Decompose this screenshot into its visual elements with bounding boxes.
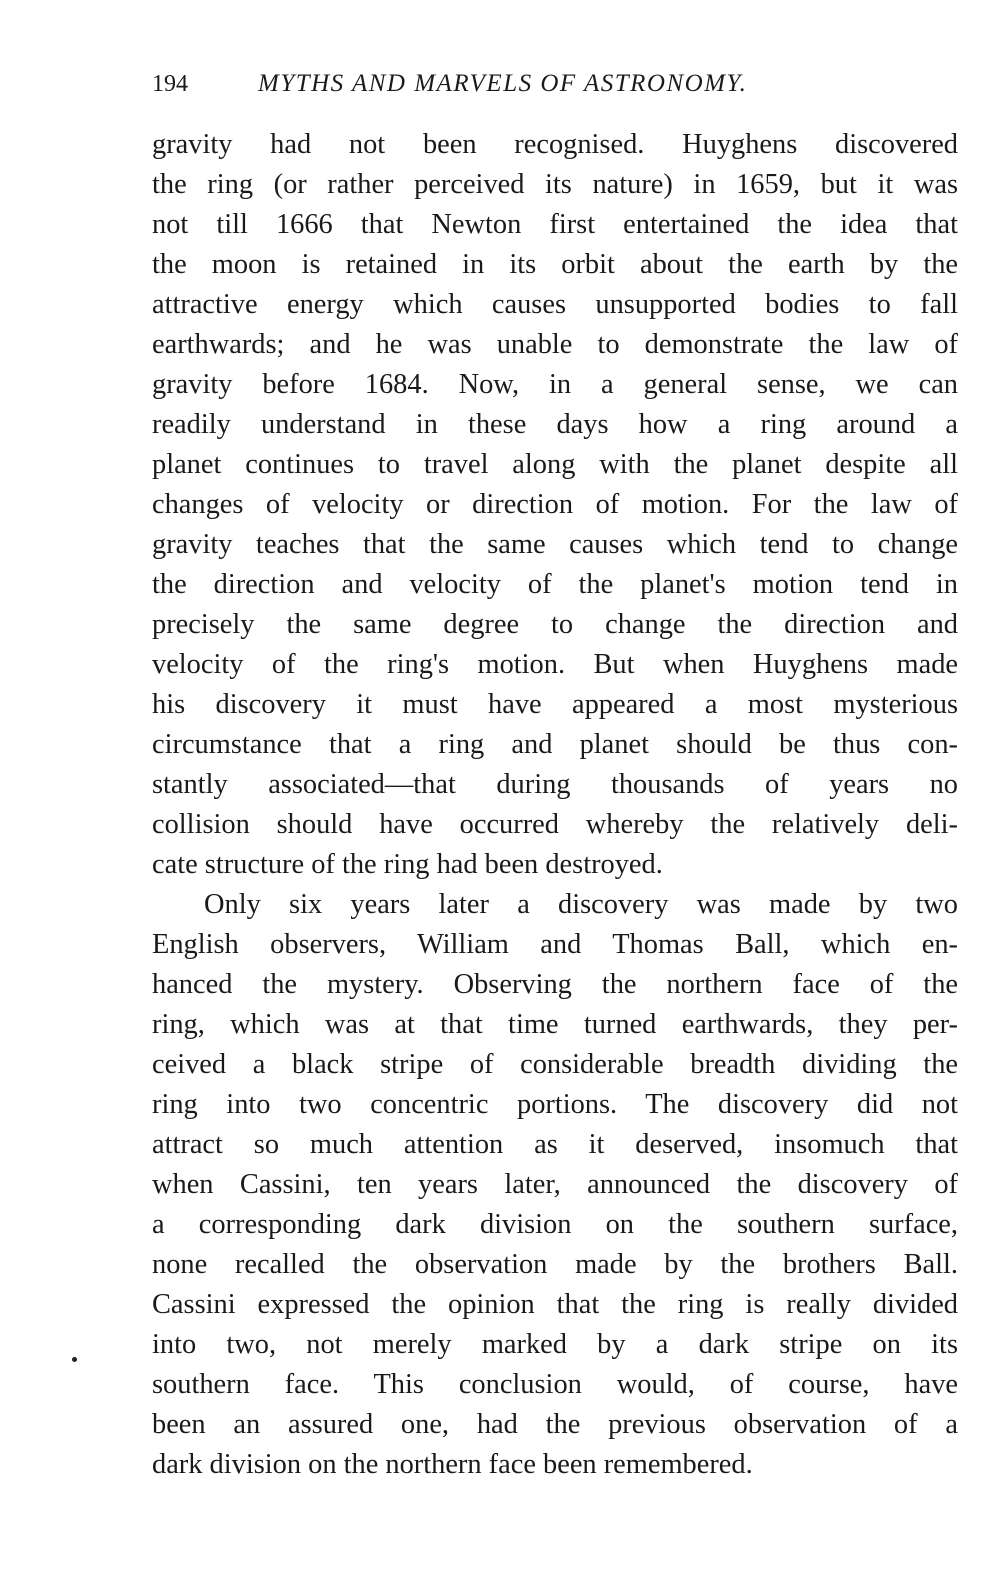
text-line: ring into two concentric portions. The discovery did not — [152, 1089, 958, 1120]
text-line: circumstance that a ring and planet should be thus con- — [152, 729, 958, 760]
paragraph — [152, 885, 958, 1485]
text-line: changes of velocity or direction of motion. For the law of — [152, 489, 958, 520]
text-line: been an assured one, had the previous observation of a — [152, 1409, 958, 1440]
text-line: the direction and velocity of the planet's motion tend in — [152, 569, 958, 600]
text-line: a corresponding dark division on the southern surface, — [152, 1209, 958, 1240]
text-line: Cassini expressed the opinion that the ring is really divided — [152, 1289, 958, 1320]
body-text — [152, 125, 958, 1485]
ink-speck — [72, 1357, 77, 1362]
running-head — [152, 66, 958, 102]
text-line: hanced the mystery. Observing the northern face of the — [152, 969, 958, 1000]
text-line: not till 1666 that Newton first entertained the idea that — [152, 209, 958, 240]
text-line: gravity before 1684. Now, in a general sense, we can — [152, 369, 958, 400]
text-line: planet continues to travel along with the planet despite all — [152, 449, 958, 480]
text-line: stantly associated—that during thousands of years no — [152, 769, 958, 800]
text-line: ring, which was at that time turned earthwards, they per- — [152, 1009, 958, 1040]
text-line: when Cassini, ten years later, announced the discovery of — [152, 1169, 958, 1200]
text-line: attractive energy which causes unsupported bodies to fall — [152, 289, 958, 320]
text-line: collision should have occurred whereby the relatively deli- — [152, 809, 958, 840]
text-line: attract so much attention as it deserved, insomuch that — [152, 1129, 958, 1160]
text-line: the ring (or rather perceived its nature) in 1659, but it was — [152, 169, 958, 200]
text-line: English observers, William and Thomas Ball, which en- — [152, 929, 958, 960]
page-number: 194 — [152, 71, 188, 97]
text-line: Only six years later a discovery was made by two — [204, 889, 958, 920]
text-line: earthwards; and he was unable to demonstrate the law of — [152, 329, 958, 360]
text-line: his discovery it must have appeared a most mysterious — [152, 689, 958, 720]
text-line: dark division on the northern face been remembered. — [152, 1449, 753, 1480]
text-line: readily understand in these days how a ring around a — [152, 409, 958, 440]
text-line: gravity had not been recognised. Huyghens discovered — [152, 129, 958, 160]
text-line: precisely the same degree to change the direction and — [152, 609, 958, 640]
text-line: none recalled the observation made by the brothers Ball. — [152, 1249, 958, 1280]
text-line: into two, not merely marked by a dark stripe on its — [152, 1329, 958, 1360]
text-line: cate structure of the ring had been destroyed. — [152, 849, 663, 880]
paragraph — [152, 125, 958, 885]
text-line: velocity of the ring's motion. But when Huyghens made — [152, 649, 958, 680]
text-line: southern face. This conclusion would, of course, have — [152, 1369, 958, 1400]
running-title: MYTHS AND MARVELS OF ASTRONOMY. — [258, 70, 748, 97]
text-line: the moon is retained in its orbit about the earth by the — [152, 249, 958, 280]
text-line: ceived a black stripe of considerable breadth dividing the — [152, 1049, 958, 1080]
text-line: gravity teaches that the same causes which tend to change — [152, 529, 958, 560]
